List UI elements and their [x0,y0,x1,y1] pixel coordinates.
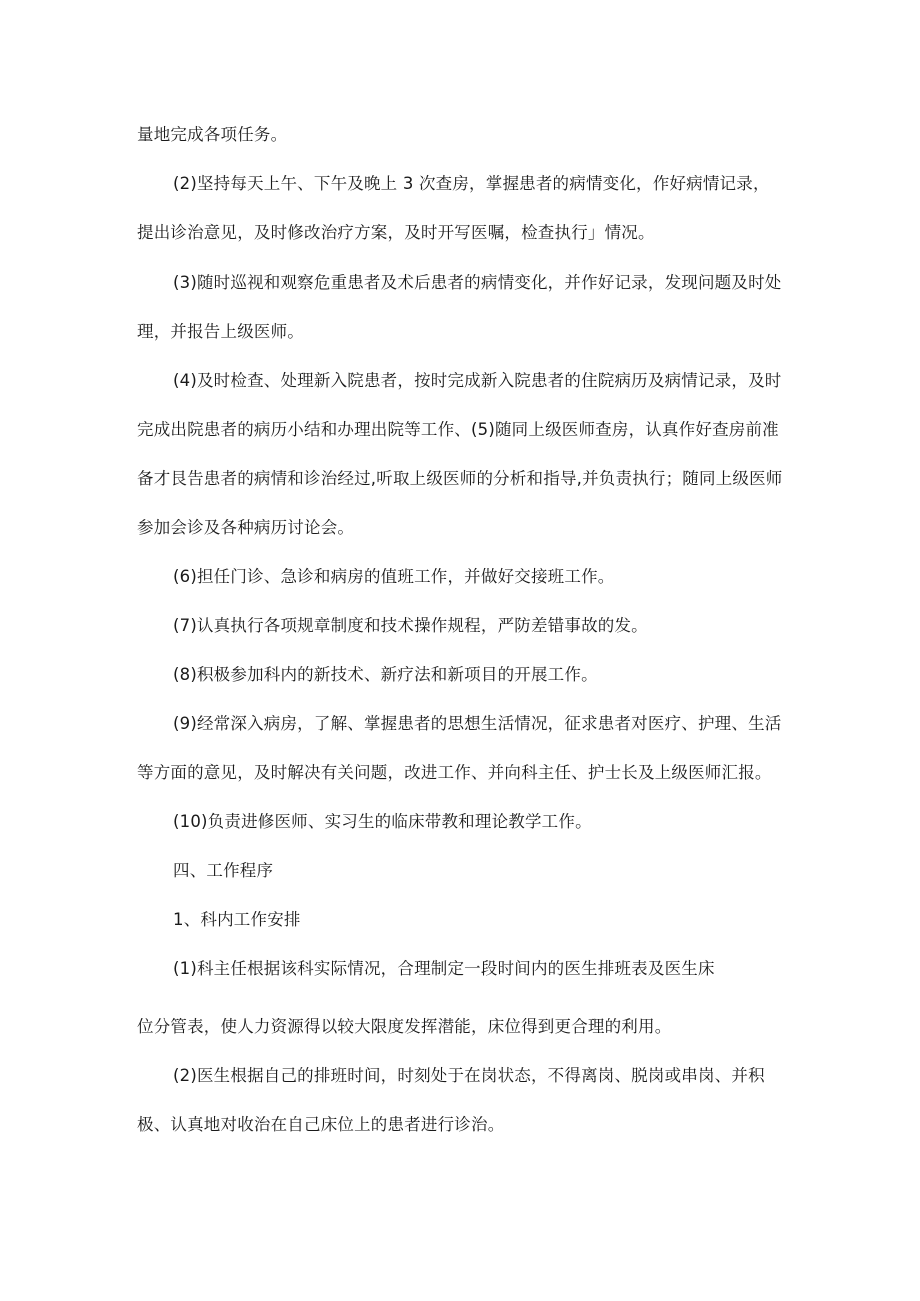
text-line: 量地完成各项任务。 [137,125,288,144]
text-line: (1)科主任根据该科实际情况，合理制定一段时间内的医生排班表及医生床 [173,959,715,978]
text-line: 位分管表，使人力资源得以较大限度发挥潜能，床位得到更合理的利用。 [137,1017,672,1036]
text-line: 提出诊治意见，及时修改治疗方案，及时开写医嘱，检查执行」情况。 [137,223,655,242]
text-line: 参加会诊及各种病历讨论会。 [137,518,355,537]
text-line: (10)负责进修医师、实习生的临床带教和理论教学工作。 [173,812,592,831]
text-line: 备才艮告患者的病情和诊治经过,听取上级医师的分析和指导,并负责执行；随同上级医师 [137,469,783,488]
subsection-heading: 1、科内工作安排 [173,910,301,929]
text-line: 理，并报告上级医师。 [137,322,304,341]
text-line: 完成出院患者的病历小结和办理出院等工作、(5)随同上级医师查房，认真作好查房前准 [137,420,779,439]
text-line: (3)随时巡视和观察危重患者及术后患者的病情变化，并作好记录，发现问题及时处 [173,273,782,292]
text-line: (4)及时检查、处理新入院患者，按时完成新入院患者的住院病历及病情记录，及时 [173,371,782,390]
text-line: (9)经常深入病房，了解、掌握患者的思想生活情况，征求患者对医疗、护理、生活 [173,714,782,733]
text-line: (2)坚持每天上午、下午及晚上 3 次查房，掌握患者的病情变化，作好病情记录， [173,174,770,193]
text-line: (2)医生根据自己的排班时间，时刻处于在岗状态，不得离岗、脱岗或串岗、并积 [173,1066,765,1085]
text-line: 极、认真地对收治在自己床位上的患者进行诊治。 [137,1115,505,1134]
section-heading: 四、工作程序 [173,861,274,880]
text-line: 等方面的意见，及时解决有关问题，改进工作、并向科主任、护士长及上级医师汇报。 [137,763,772,782]
text-line: (8)积极参加科内的新技术、新疗法和新项目的开展工作。 [173,665,598,684]
text-line: (6)担任门诊、急诊和病房的值班工作，并做好交接班工作。 [173,567,615,586]
text-line: (7)认真执行各项规章制度和技术操作规程，严防差错事故的发。 [173,616,648,635]
